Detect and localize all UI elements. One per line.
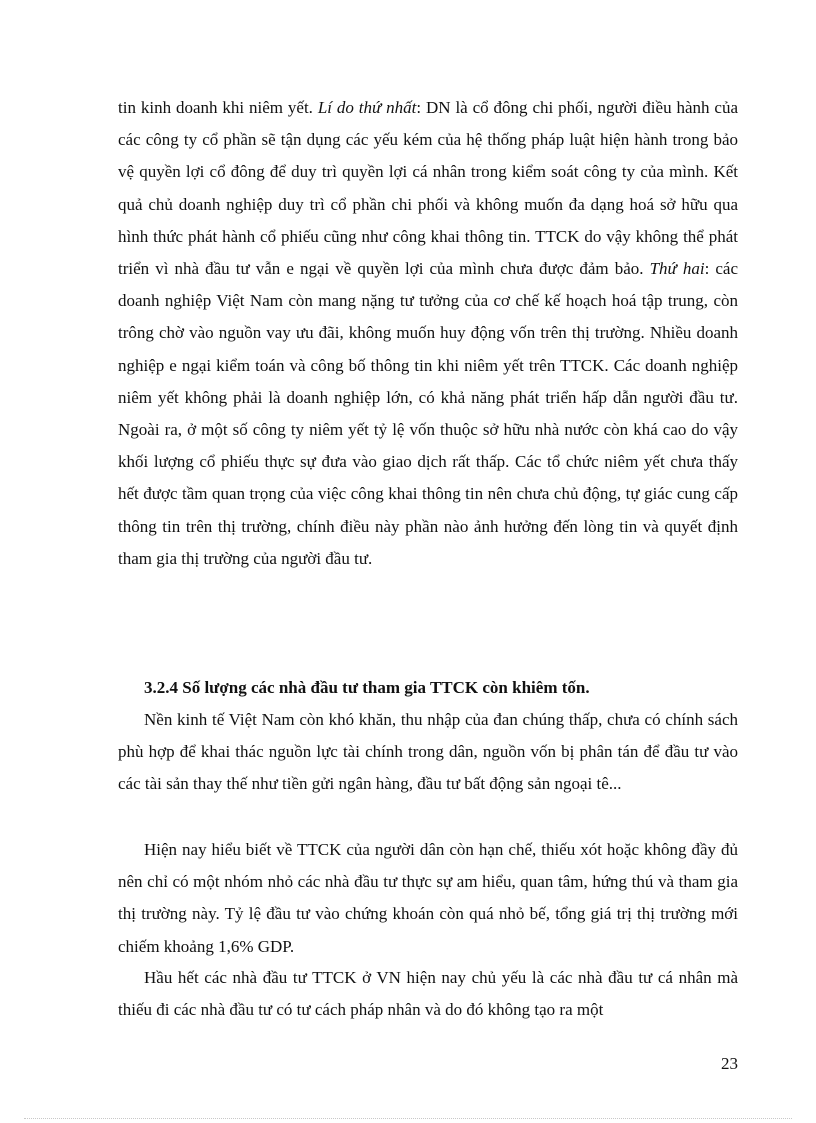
body-paragraph-3: Hiện nay hiểu biết về TTCK của người dân còn hạn chế, thiếu xót hoặc không đầy đủ nên chỉ có một nhóm nhỏ các nhà đầu tư thực sự am hiểu, quan tâm, hứng thú và tham gia thị trường này. Tỷ lệ đầu tư vào chứng khoán còn quá nhỏ bế, tổng giá trị thị trường mới chiếm khoảng 1,6% GDP. [118,840,738,956]
paragraph-1-run-1: tin kinh doanh khi niêm yết. [118,98,318,117]
body-paragraph-2: Nền kinh tế Việt Nam còn khó khăn, thu nhập của đan chúng thấp, chưa có chính sách phù hợp để khai thác nguồn lực tài chính trong dân, nguồn vốn bị phân tán để đầu tư vào các tài sản thay thế như tiền gửi ngân hàng, đầu tư bất động sản ngoại tê... [118,710,738,794]
paragraph-1-run-3: : DN là cổ đông chi phối, người điều hành của các công ty cổ phần sẽ tận dụng các yếu kém của hệ thống pháp luật hiện hành trong bảo vệ quyền lợi cổ đông để duy trì quyền lợi cá nhân trong kiểm soát công ty của mình. Kết quả chủ doanh nghiệp duy trì cổ phần chi phối và không muốn đa dạng hoá sở hữu qua hình thức phát hành cổ phiếu cũng như công khai thông tin. TTCK do vậy không thể phát triển vì nhà đầu tư vẫn e ngại về quyền lợi của mình chưa được đảm bảo. [118,98,738,279]
body-paragraph-1 [118,92,738,575]
page-bottom-divider [24,1118,792,1119]
italic-phrase-second: Thứ hai [649,259,705,279]
page-number: 23 [721,1054,738,1073]
italic-phrase-reason-one: Lí do thứ nhất [317,98,417,117]
paragraph-1-run-5: : các doanh nghiệp Việt Nam còn mang nặng tư tưởng của cơ chế kế hoạch hoá tập trung, còn trông chờ vào nguồn vay ưu đãi, không muốn huy động vốn trên thị trường. Nhiều doanh nghiệp e ngại kiểm toán và công bố thông tin khi niêm yết trên TTCK. Các doanh nghiệp niêm yết không phải là doanh nghiệp lớn, có khả năng phát triển hấp dẫn người đầu tư. Ngoài ra, ở một số công ty niêm yết tỷ lệ vốn thuộc sở hữu nhà nước còn khá cao do vậy khối lượng cổ phiếu thực sự đưa vào giao dịch rất thấp. Các tổ chức niêm yết chưa thấy hết được tầm quan trọng của việc công khai thông tin nên chưa chủ động, tự giác cung cấp thông tin trên thị trường, chính điều này phần nào ảnh hưởng đến lòng tin và quyết định tham gia thị trường của người đầu tư. [118,259,739,568]
section-heading: 3.2.4 Số lượng các nhà đầu tư tham gia TTCK còn khiêm tốn. [144,678,590,697]
body-paragraph-4: Hầu hết các nhà đầu tư TTCK ở VN hiện nay chủ yếu là các nhà đầu tư cá nhân mà thiếu đi các nhà đầu tư có tư cách pháp nhân và do đó không tạo ra một [118,968,738,1020]
